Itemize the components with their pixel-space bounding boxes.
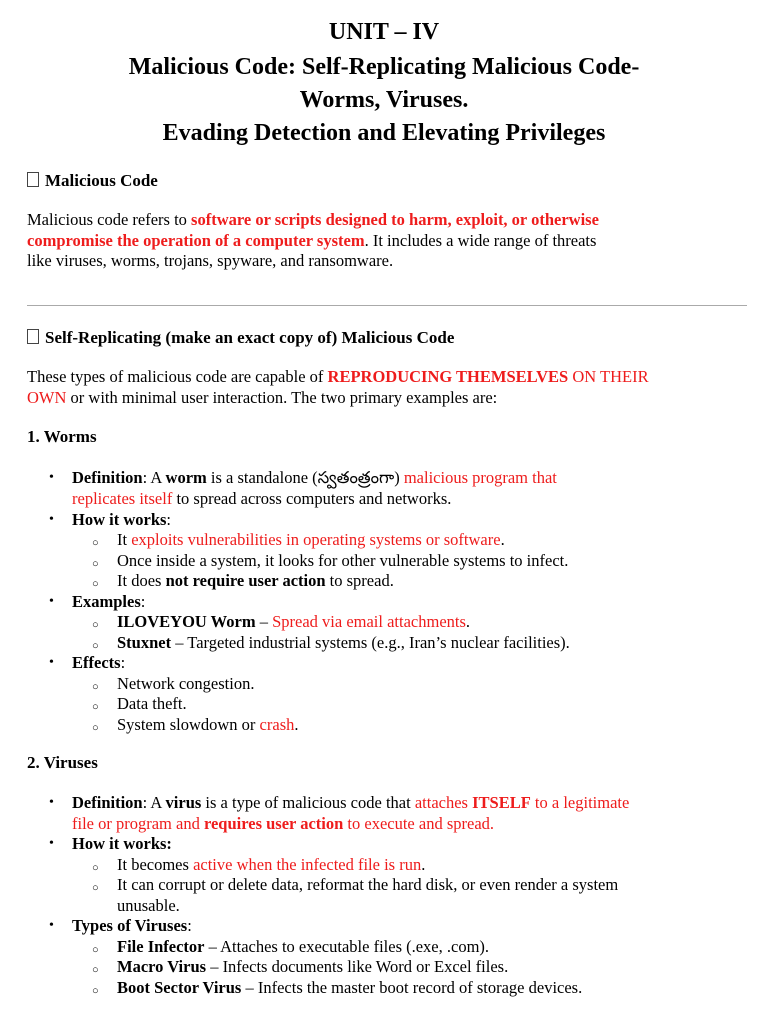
list-item: • Types of Viruses:	[49, 916, 192, 935]
bullet-icon: •	[49, 512, 54, 527]
circle-bullet-icon: ○	[92, 701, 99, 713]
bullet-icon: •	[49, 795, 54, 810]
circle-bullet-icon: ○	[92, 722, 99, 734]
page-title-line-1: Malicious Code: Self-Replicating Malicious Code-	[128, 54, 640, 80]
page-title-line-2: Worms, Viruses.	[299, 87, 469, 113]
list-item: • How it works:	[49, 834, 172, 853]
circle-bullet-icon: ○	[92, 681, 99, 693]
list-item: ○ Data theft.	[117, 694, 757, 715]
list-item: ○ It does not require user action to spread.	[117, 571, 757, 592]
list-item: • Examples:	[49, 592, 146, 611]
bullet-icon: •	[49, 836, 54, 851]
page-title-line-3: Evading Detection and Elevating Privileges	[162, 120, 606, 146]
list-item: ○ System slowdown or crash.	[117, 715, 757, 736]
circle-bullet-icon: ○	[92, 862, 99, 874]
circle-bullet-icon: ○	[92, 882, 99, 894]
section-divider	[27, 305, 747, 306]
list-item: ○ ILOVEYOU Worm – Spread via email attachments.	[117, 612, 757, 633]
checkbox-glyph-icon	[27, 172, 39, 187]
viruses-heading: 2. Viruses	[27, 753, 98, 772]
worms-heading: 1. Worms	[27, 427, 97, 446]
section-heading-malicious-code: Malicious Code	[27, 171, 158, 192]
circle-bullet-icon: ○	[92, 985, 99, 997]
list-item: ○ It can corrupt or delete data, reformat the hard disk, or even render a system unusable.	[92, 875, 619, 915]
section-heading-self-replicating: Self-Replicating (make an exact copy of) Malicious Code	[27, 328, 454, 349]
list-item: ○ It exploits vulnerabilities in operating systems or software.	[117, 530, 757, 551]
list-item: • Effects:	[49, 653, 126, 672]
list-item: ○ Once inside a system, it looks for other vulnerable systems to infect.	[117, 551, 757, 572]
checkbox-glyph-icon	[27, 329, 39, 344]
circle-bullet-icon: ○	[92, 578, 99, 590]
bullet-icon: •	[49, 655, 54, 670]
list-item: ○ It becomes active when the infected file is run.	[117, 855, 757, 876]
list-item: • Definition: A worm is a standalone (స్వతంత్రంగా) malicious program that replicates itself to spread across computers and networks.	[49, 468, 557, 508]
malicious-code-paragraph: Malicious code refers to software or scripts designed to harm, exploit, or otherwise compromise the operation of a computer system. It includes a wide range of threats like viruses, worms, trojans, spyware, and ransomware.	[27, 210, 599, 270]
list-item: ○ Network congestion.	[117, 674, 757, 695]
list-item: • Definition: A virus is a type of malicious code that attaches ITSELF to a legitimate file or program and requires user action to execute and spread.	[49, 793, 630, 833]
bullet-icon: •	[49, 918, 54, 933]
circle-bullet-icon: ○	[92, 944, 99, 956]
self-replicating-paragraph: These types of malicious code are capable of REPRODUCING THEMSELVES ON THEIR OWN or with minimal user interaction. The two primary examples are:	[27, 367, 649, 407]
list-item: ○ Macro Virus – Infects documents like Word or Excel files.	[117, 957, 757, 978]
circle-bullet-icon: ○	[92, 619, 99, 631]
bullet-icon: •	[49, 594, 54, 609]
circle-bullet-icon: ○	[92, 558, 99, 570]
list-item: ○ Stuxnet – Targeted industrial systems (e.g., Iran’s nuclear facilities).	[117, 633, 757, 654]
list-item: ○ Boot Sector Virus – Infects the master boot record of storage devices.	[117, 978, 757, 999]
list-item: ○ File Infector – Attaches to executable files (.exe, .com).	[117, 937, 757, 958]
bullet-icon: •	[49, 470, 54, 485]
circle-bullet-icon: ○	[92, 537, 99, 549]
circle-bullet-icon: ○	[92, 640, 99, 652]
list-item: • How it works:	[49, 510, 172, 529]
unit-title: UNIT – IV	[328, 19, 440, 45]
circle-bullet-icon: ○	[92, 964, 99, 976]
